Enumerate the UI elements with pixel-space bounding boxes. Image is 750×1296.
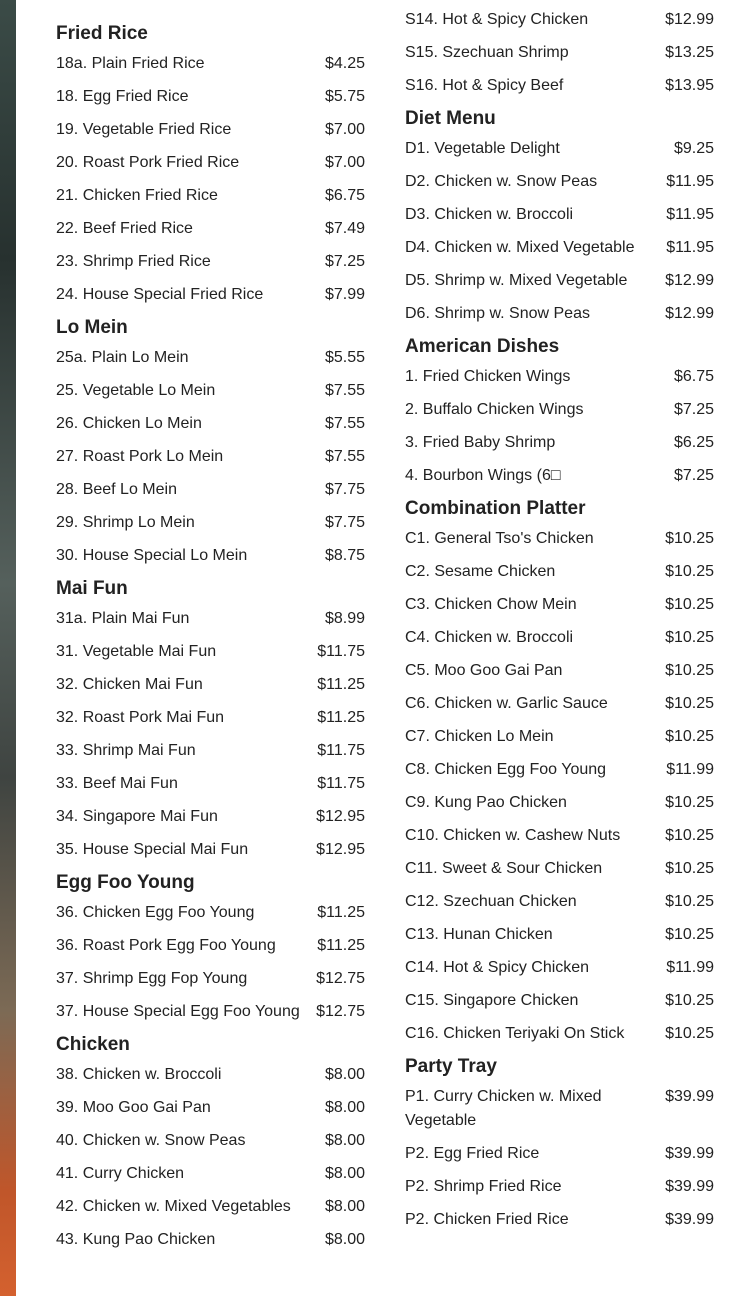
menu-item-name: 33. Beef Mai Fun [56,775,178,792]
menu-item-price: $11.75 [317,643,365,660]
menu-item-price: $8.00 [324,1099,365,1116]
menu-item-name: 25a. Plain Lo Mein [56,349,189,366]
section-heading: Lo Mein [56,317,128,338]
menu-item-name: 31. Vegetable Mai Fun [56,643,217,660]
section-heading: Combination Platter [405,498,586,519]
menu-item-price: $10.25 [665,992,714,1009]
menu-item-name: C4. Chicken w. Broccoli [405,629,574,646]
menu-item[interactable] [405,137,714,161]
menu-item[interactable] [405,857,714,881]
menu-item-name: 29. Shrimp Lo Mein [56,514,195,531]
menu-item-price: $10.25 [665,563,714,580]
menu-item-price: $11.25 [317,676,365,693]
menu-item-price: $7.25 [673,401,714,418]
menu-item[interactable] [56,1000,365,1024]
menu-item-price: $39.99 [665,1211,714,1228]
menu-item[interactable] [56,85,365,109]
menu-item-price: $8.75 [324,547,365,564]
menu-item-name: 30. House Special Lo Mein [56,547,248,564]
menu-item[interactable] [56,346,365,370]
menu-item[interactable] [405,758,714,782]
menu-item-price: $10.25 [665,629,714,646]
menu-section-combination-platter [405,497,714,1046]
menu-item-price: $7.55 [324,448,365,465]
menu-item-price: $12.75 [316,970,365,987]
menu-item-price: $6.75 [324,187,365,204]
menu-item-price: $7.99 [324,286,365,303]
menu-item-name: C3. Chicken Chow Mein [405,596,577,613]
section-heading: Diet Menu [405,108,496,129]
menu-item-name: 39. Moo Goo Gai Pan [56,1099,211,1116]
menu-item-price: $6.25 [673,434,714,451]
menu-item-name: C6. Chicken w. Garlic Sauce [405,695,608,712]
menu-item-price: $39.99 [665,1088,714,1105]
menu-section-egg-foo-young [56,871,365,1024]
menu-item[interactable] [405,1208,714,1232]
menu-item[interactable] [405,1022,714,1046]
menu-item-price: $8.00 [324,1066,365,1083]
menu-item[interactable] [56,901,365,925]
menu-item-price: $11.99 [666,761,714,778]
menu-item-price: $8.99 [324,610,365,627]
menu-item-name: 19. Vegetable Fried Rice [56,121,232,138]
menu-column-right [405,8,714,1241]
menu-item-name: 31a. Plain Mai Fun [56,610,190,627]
menu-item-price: $11.95 [666,206,714,223]
menu-item-name: 25. Vegetable Lo Mein [56,382,216,399]
menu-item-price: $10.25 [665,662,714,679]
menu-item[interactable] [56,52,365,76]
menu-item[interactable] [405,659,714,683]
menu-item-price: $10.25 [665,794,714,811]
menu-item-price: $6.75 [673,368,714,385]
menu-item[interactable] [405,302,714,326]
menu-item[interactable] [56,151,365,175]
menu-item-name: C2. Sesame Chicken [405,563,556,580]
menu-panel [16,0,750,1296]
menu-item-name: 37. House Special Egg Foo Young [56,1003,300,1020]
menu-item[interactable] [405,1085,714,1133]
menu-item[interactable] [56,283,365,307]
menu-item-price: $8.00 [324,1132,365,1149]
menu-item[interactable] [405,593,714,617]
menu-item-name: D4. Chicken w. Mixed Vegetable [405,239,635,256]
menu-item[interactable] [56,1228,365,1252]
menu-item-name: 32. Chicken Mai Fun [56,676,203,693]
menu-item-price: $7.75 [324,481,365,498]
menu-item-name: 36. Roast Pork Egg Foo Young [56,937,276,954]
menu-item-name: S14. Hot & Spicy Chicken [405,11,589,28]
menu-item[interactable] [405,692,714,716]
menu-item-name: C9. Kung Pao Chicken [405,794,567,811]
menu-item[interactable] [56,805,365,829]
menu-item[interactable] [56,1195,365,1219]
menu-item[interactable] [405,923,714,947]
menu-item-price: $10.25 [665,893,714,910]
menu-item[interactable] [56,379,365,403]
menu-item-name: C7. Chicken Lo Mein [405,728,554,745]
menu-item[interactable] [405,725,714,749]
menu-item[interactable] [405,527,714,551]
menu-item[interactable] [405,236,714,260]
menu-item-name: C12. Szechuan Chicken [405,893,577,910]
menu-item-price: $12.99 [665,11,714,28]
menu-item-price: $10.25 [665,530,714,547]
menu-item-name: 35. House Special Mai Fun [56,841,249,858]
menu-item-name: 23. Shrimp Fried Rice [56,253,211,270]
menu-item-price: $11.99 [666,959,714,976]
menu-item-name: D5. Shrimp w. Mixed Vegetable [405,272,628,289]
menu-item-name: 24. House Special Fried Rice [56,286,264,303]
menu-item-price: $12.99 [665,305,714,322]
menu-item-price: $8.00 [324,1165,365,1182]
menu-item-price: $9.25 [673,140,714,157]
menu-item[interactable] [56,118,365,142]
menu-column-left [56,22,365,1261]
menu-item-name: D6. Shrimp w. Snow Peas [405,305,590,322]
menu-item-name: P2. Egg Fried Rice [405,1145,540,1162]
menu-item-price: $12.95 [316,841,365,858]
menu-item-name: P2. Chicken Fried Rice [405,1211,569,1228]
menu-item-price: $10.25 [665,728,714,745]
menu-item[interactable] [405,1142,714,1166]
menu-item[interactable] [405,365,714,389]
menu-item-price: $7.25 [324,253,365,270]
menu-item-name: D3. Chicken w. Broccoli [405,206,574,223]
menu-item-price: $7.00 [324,121,365,138]
menu-item[interactable] [56,967,365,991]
menu-item-price: $7.75 [324,514,365,531]
menu-item[interactable] [56,250,365,274]
menu-item[interactable] [56,739,365,763]
menu-item-name: C16. Chicken Teriyaki On Stick [405,1025,625,1042]
menu-item[interactable] [405,464,714,488]
menu-section-fried-rice [56,22,365,307]
menu-item-price: $10.25 [665,926,714,943]
menu-item-name: C10. Chicken w. Cashew Nuts [405,827,621,844]
menu-item-name: 18. Egg Fried Rice [56,88,189,105]
menu-item[interactable] [56,934,365,958]
menu-item-price: $7.55 [324,415,365,432]
menu-item-price: $12.99 [665,272,714,289]
menu-item-price: $11.75 [317,775,365,792]
section-heading: American Dishes [405,336,560,357]
menu-item[interactable] [405,1175,714,1199]
menu-item-name: C15. Singapore Chicken [405,992,579,1009]
menu-item-name: C1. General Tso's Chicken [405,530,594,547]
menu-item-price: $5.75 [324,88,365,105]
menu-item-name: 32. Roast Pork Mai Fun [56,709,225,726]
menu-item-price: $10.25 [665,827,714,844]
menu-item-name: 40. Chicken w. Snow Peas [56,1132,246,1149]
menu-item-price: $5.55 [324,349,365,366]
menu-item-price: $10.25 [665,695,714,712]
menu-section-chicken [56,1033,365,1252]
menu-item[interactable] [405,41,714,65]
menu-item-name: S16. Hot & Spicy Beef [405,77,564,94]
menu-item-name: P1. Curry Chicken w. Mixed Vegetable [405,1088,602,1129]
menu-item[interactable] [56,478,365,502]
menu-item[interactable] [56,511,365,535]
menu-item[interactable] [405,890,714,914]
menu-item-price: $7.49 [324,220,365,237]
menu-item-name: 34. Singapore Mai Fun [56,808,218,825]
section-heading: Party Tray [405,1056,497,1077]
menu-item-price: $8.00 [324,1231,365,1248]
menu-item-name: 2. Buffalo Chicken Wings [405,401,584,418]
menu-item[interactable] [405,791,714,815]
menu-item[interactable] [405,560,714,584]
menu-item-price: $11.25 [317,709,365,726]
menu-item-name: C14. Hot & Spicy Chicken [405,959,590,976]
menu-item[interactable] [56,544,365,568]
menu-item-name: 26. Chicken Lo Mein [56,415,202,432]
menu-item-price: $13.95 [665,77,714,94]
menu-item-price: $11.95 [666,239,714,256]
menu-item-name: 4. Bourbon Wings (6□ [405,467,561,484]
menu-item-name: D2. Chicken w. Snow Peas [405,173,598,190]
menu-item[interactable] [56,1096,365,1120]
menu-item[interactable] [405,956,714,980]
menu-item-name: D1. Vegetable Delight [405,140,560,157]
menu-item[interactable] [405,269,714,293]
menu-item[interactable] [56,217,365,241]
menu-item[interactable] [405,203,714,227]
menu-item[interactable] [405,989,714,1013]
menu-item-price: $10.25 [665,1025,714,1042]
menu-item[interactable] [405,8,714,32]
menu-item-price: $12.95 [316,808,365,825]
menu-item-name: P2. Shrimp Fried Rice [405,1178,562,1195]
menu-item[interactable] [405,398,714,422]
menu-item-name: S15. Szechuan Shrimp [405,44,569,61]
menu-item-name: C8. Chicken Egg Foo Young [405,761,607,778]
menu-item[interactable] [405,170,714,194]
menu-item[interactable] [56,445,365,469]
menu-item-price: $13.25 [665,44,714,61]
menu-section-american-dishes [405,335,714,488]
section-heading: Egg Foo Young [56,872,195,893]
menu-item-price: $4.25 [324,55,365,72]
menu-item-price: $11.95 [666,173,714,190]
menu-item-name: 28. Beef Lo Mein [56,481,177,498]
menu-item[interactable] [56,640,365,664]
menu-item-name: 18a. Plain Fried Rice [56,55,205,72]
menu-item-name: 33. Shrimp Mai Fun [56,742,196,759]
menu-item-name: 1. Fried Chicken Wings [405,368,571,385]
menu-item[interactable] [56,838,365,862]
menu-item-name: 3. Fried Baby Shrimp [405,434,556,451]
menu-section-party-tray [405,1055,714,1232]
menu-item[interactable] [56,184,365,208]
section-heading: Mai Fun [56,578,128,599]
menu-item[interactable] [56,1063,365,1087]
menu-item-price: $11.25 [317,904,365,921]
menu-item-price: $7.00 [324,154,365,171]
menu-item-price: $11.25 [317,937,365,954]
menu-item-name: 42. Chicken w. Mixed Vegetables [56,1198,291,1215]
menu-item[interactable] [56,706,365,730]
menu-item-name: 20. Roast Pork Fried Rice [56,154,240,171]
menu-item-name: 38. Chicken w. Broccoli [56,1066,222,1083]
background-photo-strip [0,0,16,1296]
menu-item-name: C5. Moo Goo Gai Pan [405,662,563,679]
menu-section-lo-mein [56,316,365,568]
menu-item[interactable] [56,607,365,631]
menu-item[interactable] [405,74,714,98]
section-heading: Chicken [56,1034,130,1055]
menu-item[interactable] [405,824,714,848]
section-heading: Fried Rice [56,23,148,44]
menu-item-price: $39.99 [665,1178,714,1195]
menu-item-price: $11.75 [317,742,365,759]
menu-item-price: $39.99 [665,1145,714,1162]
menu-item-name: 37. Shrimp Egg Fop Young [56,970,248,987]
menu-item[interactable] [56,772,365,796]
menu-item-name: C13. Hunan Chicken [405,926,553,943]
menu-item-name: 22. Beef Fried Rice [56,220,193,237]
menu-item-price: $10.25 [665,860,714,877]
menu-section-diet-menu [405,107,714,326]
menu-item-name: 27. Roast Pork Lo Mein [56,448,224,465]
menu-item-name: 41. Curry Chicken [56,1165,185,1182]
menu-item-price: $7.25 [673,467,714,484]
menu-item-name: 21. Chicken Fried Rice [56,187,218,204]
menu-item[interactable] [56,673,365,697]
menu-section-mai-fun [56,577,365,862]
menu-item[interactable] [56,1162,365,1186]
menu-item[interactable] [56,1129,365,1153]
menu-item[interactable] [405,431,714,455]
menu-item-price: $10.25 [665,596,714,613]
menu-item[interactable] [405,626,714,650]
menu-item-name: 43. Kung Pao Chicken [56,1231,216,1248]
menu-item[interactable] [56,412,365,436]
menu-item-price: $7.55 [324,382,365,399]
menu-item-price: $12.75 [316,1003,365,1020]
menu-item-name: 36. Chicken Egg Foo Young [56,904,255,921]
menu-item-name: C11. Sweet & Sour Chicken [405,860,603,877]
menu-item-price: $8.00 [324,1198,365,1215]
